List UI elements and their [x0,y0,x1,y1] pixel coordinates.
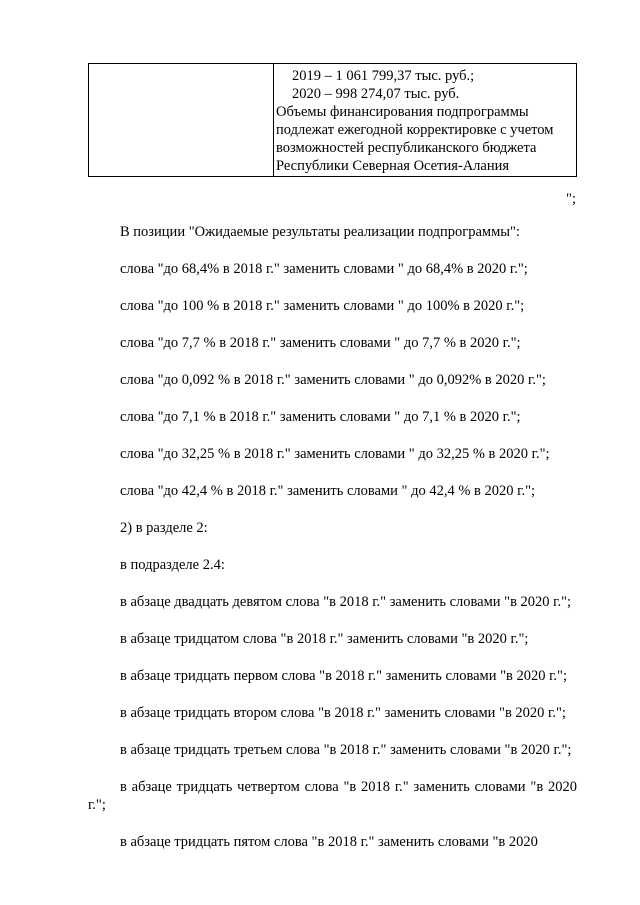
paragraph: слова "до 7,7 % в 2018 г." заменить словами " до 7,7 % в 2020 г."; [120,335,521,351]
financing-table [88,63,577,177]
paragraph: 2) в разделе 2: [120,520,208,536]
paragraph: слова "до 0,092 % в 2018 г." заменить словами " до 0,092% в 2020 г."; [120,372,546,388]
financing-2020: 2020 – 998 274,07 тыс. руб. [292,86,460,102]
closing-quote: "; [566,191,576,207]
paragraph: слова "до 32,25 % в 2018 г." заменить словами " до 32,25 % в 2020 г."; [120,446,550,462]
paragraph: в абзаце тридцать первом слова "в 2018 г." заменить словами "в 2020 г."; [120,668,568,684]
paragraph: слова "до 100 % в 2018 г." заменить словами " до 100% в 2020 г."; [120,298,525,314]
paragraph: в абзаце тридцать втором слова "в 2018 г." заменить словами "в 2020 г."; [120,705,566,721]
paragraph: в абзаце тридцатом слова "в 2018 г." заменить словами "в 2020 г."; [120,631,529,647]
paragraph: В позиции "Ожидаемые результаты реализации подпрограммы": [120,224,520,240]
paragraph: слова "до 68,4% в 2018 г." заменить словами " до 68,4% в 2020 г."; [120,261,528,277]
paragraph: слова "до 7,1 % в 2018 г." заменить словами " до 7,1 % в 2020 г."; [120,409,521,425]
paragraph: в абзаце тридцать четвертом слова "в 2018 г." заменить словами "в 2020 г."; [88,779,577,813]
financing-note: Объемы финансирования подпрограммы подлежат ежегодной корректировке с учетом возможностей республиканского бюджета Республики Северная Осетия-Алания [276,104,554,174]
paragraph: в абзаце двадцать девятом слова "в 2018 г." заменить словами "в 2020 г."; [120,594,572,610]
table-left-cell [89,64,274,176]
paragraph: в подразделе 2.4: [120,557,225,573]
amendment-text [88,223,577,870]
financing-2019: 2019 – 1 061 799,37 тыс. руб.; [292,68,475,84]
paragraph: в абзаце тридцать пятом слова "в 2018 г." заменить словами "в 2020 [120,834,538,850]
table-right-cell [274,64,576,176]
paragraph: слова "до 42,4 % в 2018 г." заменить словами " до 42,4 % в 2020 г."; [120,483,536,499]
paragraph: в абзаце тридцать третьем слова "в 2018 г." заменить словами "в 2020 г."; [120,742,572,758]
